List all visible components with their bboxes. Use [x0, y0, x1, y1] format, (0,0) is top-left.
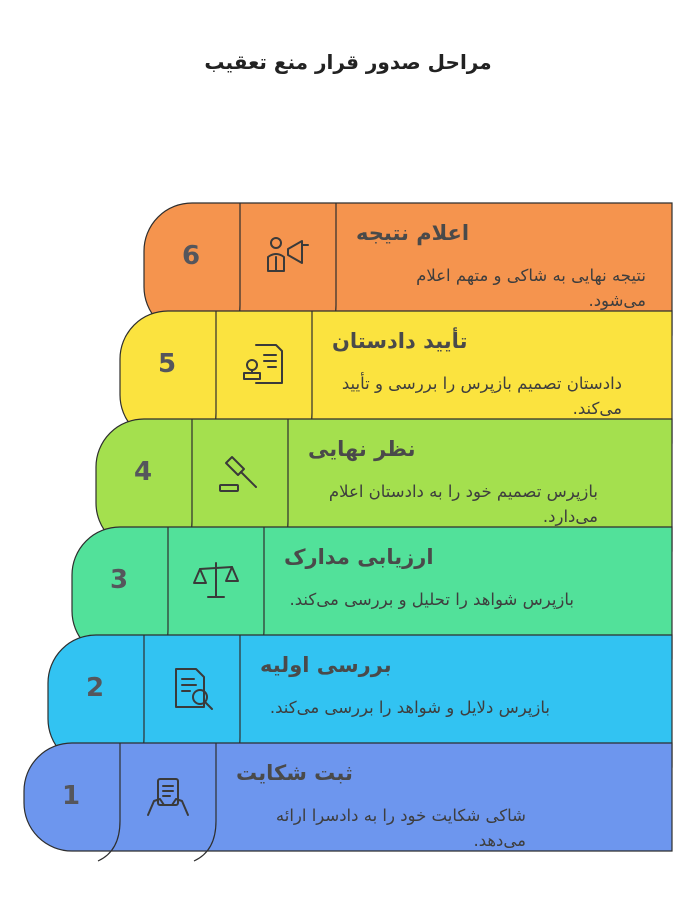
step-number: 1: [61, 781, 81, 811]
step-description: شاکی شکایت خود را به دادسرا ارائه می‌دهد.: [275, 806, 526, 850]
step-description: بازپرس شواهد را تحلیل و بررسی می‌کند.: [289, 590, 574, 609]
step-title: ثبت شکایت: [236, 761, 353, 785]
step-number: 6: [181, 241, 201, 271]
step-number: 4: [133, 457, 153, 487]
step-title: نظر نهایی: [308, 437, 416, 461]
step-number: 2: [85, 673, 105, 703]
step-title: تأیید دادستان: [332, 329, 468, 353]
step-title: بررسی اولیه: [260, 653, 392, 677]
step-title: اعلام نتیجه: [356, 221, 470, 245]
step-number: 5: [157, 349, 177, 379]
step-description: بازپرس دلایل و شواهد را بررسی می‌کند.: [269, 698, 550, 717]
step-description: بازپرس تصمیم خود را به دادستان اعلام می‌دارد.: [328, 482, 598, 526]
diagram-title: مراحل صدور قرار منع تعقیب: [204, 50, 492, 74]
step-description: نتیجه نهایی به شاکی و متهم اعلام می‌شود.: [416, 266, 646, 310]
step-title: ارزیابی مدارک: [284, 545, 434, 569]
step-number: 3: [109, 565, 129, 595]
step-description: دادستان تصمیم بازپرس را بررسی و تأیید می‌کند.: [341, 374, 622, 418]
